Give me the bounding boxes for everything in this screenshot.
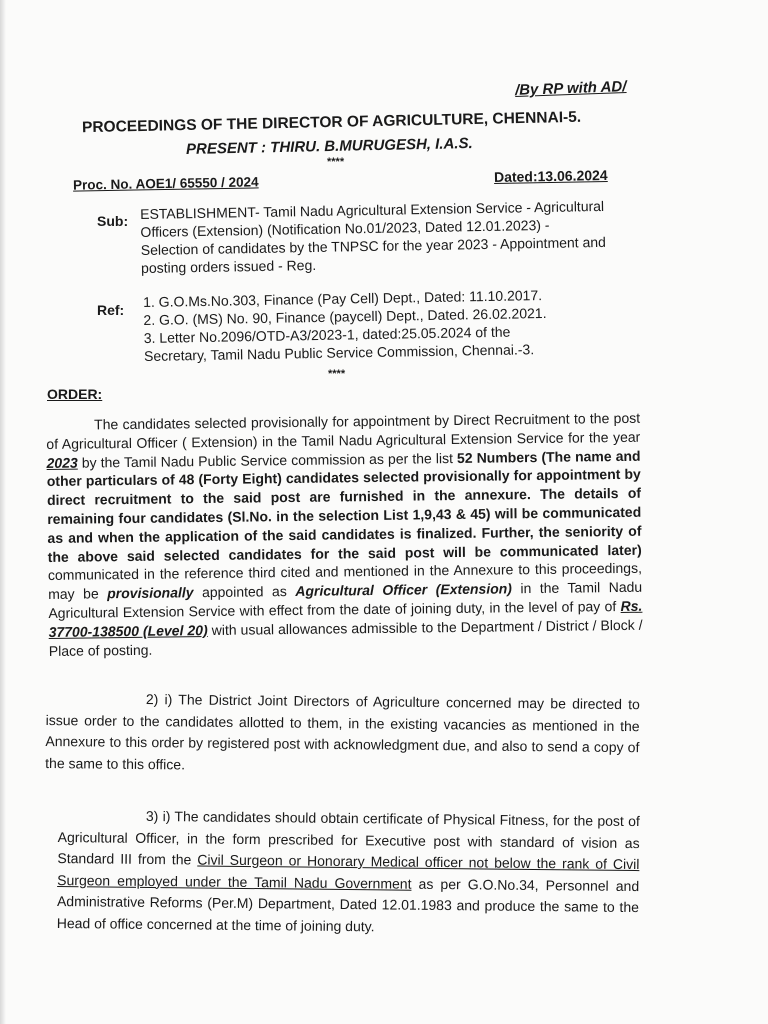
proc-number: Proc. No. AOE1/ 65550 / 2024	[72, 174, 259, 193]
reference-item: 2. G.O. (MS) No. 90, Finance (paycell) Dept., Dated. 26.02.2021.	[143, 304, 547, 328]
order-paragraph-2: 2) i) The District Joint Directors of Agriculture concerned may be directed to issue order to the candidates allotted to them, in the existing vacancies as mentioned in the Annexure to this order by registered post with acknowledgment due, and also to send a copy of the same to this office.	[45, 691, 640, 772]
proceedings-title: PROCEEDINGS OF THE DIRECTOR OF AGRICULTURE, CHENNAI-5.	[81, 108, 582, 137]
candidate-details: 52 Numbers (The name and other particulars of 48 (Forty Eight) candidates selected provisionally for appointment by direct recruitment to the said post are furnished in the annexure. The details of remaining four candidates (Sl.No. in the selection List 1,9,43 & 45) will be communicated as and when the application of the said candidates is finalized. Further, the seniority of the above said selected candidates for the said post will be communicated later)	[46, 447, 642, 565]
reference-label: Ref:	[97, 302, 125, 318]
medical-officer-clause: Civil Surgeon or Honorary Medical officer not below the rank of Civil Surgeon employed under the Tamil Nadu Government	[57, 851, 640, 892]
reference-item: 3. Letter No.2096/OTD-A3/2023-1, dated:25.05.2024 of the	[143, 323, 511, 346]
separator-stars: ****	[327, 156, 345, 168]
order-paragraph-1: The candidates selected provisionally for appointment by Direct Recruitment to the post of Agricultural Officer ( Extension) in the Tamil Nadu Agricultural Extension Service for the year 2023 by the Tamil Nadu Public Service commission as per the list 52 Numbers (The name and other particulars of 48 (Forty Eight) candidates selected provisionally for appointment by direct recruitment to the said post are furnished in the annexure. The details of remaining four candidates (Sl.No. in the selection List 1,9,43 & 45) will be communicated as and when the application of the said candidates is finalized. Further, the seniority of the above said selected candidates for the said post will be communicated later) communicated in the reference third cited and mentioned in the Annexure to this proceedings, may be provisionally appointed as Agricultural Officer (Extension) in the Tamil Nadu Agricultural Extension Service with effect from the date of joining duty, in the level of pay of Rs. 37700-138500 (Level 20) with usual allowances admissible to the Department / District / Block / Place of posting.	[46, 409, 643, 659]
reference-item: Secretary, Tamil Nadu Public Service Commission, Chennai.-3.	[143, 341, 535, 364]
scan-shadow	[0, 0, 6, 1024]
subject-text: ESTABLISHMENT- Tamil Nadu Agricultural Extension Service - Agricultural Officers (Extension) (Notification No.01/2023, Dated 12.01.2023) - Selection of candidates by the TNPSC for the year 2023 - Appointment and posting orders issued - Reg.	[140, 197, 606, 276]
pay-scale: Rs. 37700-138500 (Level 20)	[48, 597, 643, 640]
proc-date: Dated:13.06.2024	[493, 167, 608, 185]
post-name: Agricultural Officer (Extension)	[295, 580, 513, 600]
present-officer: PRESENT : THIRU. B.MURUGESH, I.A.S.	[185, 134, 473, 159]
order-paragraph-3: 3) i) The candidates should obtain certificate of Physical Fitness, for the post of Agricultural Officer, in the form prescribed for Executive post with standard of vision as Standard III from the Civil Surgeon or Honorary Medical officer not below the rank of Civil Surgeon employed under the Tamil Nadu Government as per G.O.No.34, Personnel and Administrative Reforms (Per.M) Department, Dated 12.01.1983 and produce the same to the Head of office concerned at the time of joining duty.	[56, 807, 640, 934]
reference-item: 1. G.O.Ms.No.303, Finance (Pay Cell) Dept., Dated: 11.10.2017.	[143, 287, 543, 310]
subject-label: Sub:	[97, 213, 129, 229]
reference-list	[143, 285, 599, 365]
selection-year: 2023	[46, 454, 78, 471]
separator-stars: ****	[328, 368, 346, 380]
dispatch-mode: /By RP with AD/	[514, 78, 627, 99]
order-heading: ORDER:	[47, 386, 103, 402]
